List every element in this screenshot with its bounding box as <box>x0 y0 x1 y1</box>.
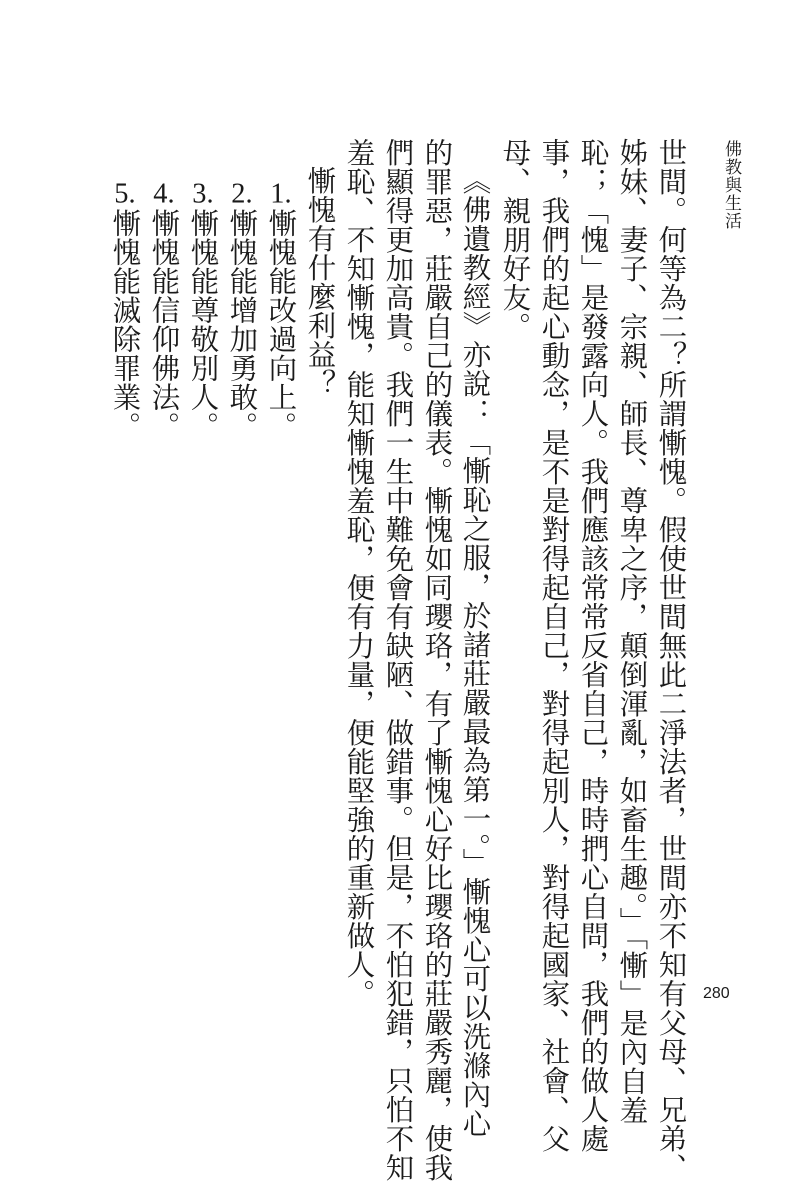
text-line-1: 世間。何等為二？所謂慚愧。假使世間無此二淨法者，世間亦不知有父母、兄弟、 <box>654 138 688 1182</box>
text-line-2: 姊妹、妻子、宗親、師長、尊卑之序，顛倒渾亂，如畜生趣。」「慚」是內自羞 <box>615 138 649 1125</box>
benefit-number: 4. <box>153 180 175 209</box>
benefit-item <box>147 180 181 441</box>
book-title: 佛教與生活 <box>721 140 741 230</box>
benefit-number: 3. <box>192 180 214 209</box>
benefit-item <box>108 180 142 441</box>
benefit-text: 慚愧能滅除罪業。 <box>108 208 142 441</box>
text-line-8: 們顯得更加高貴。我們一生中難免會有缺陋、做錯事。但是，不怕犯錯，只怕不知 <box>381 138 415 1182</box>
benefit-text: 慚愧能信仰佛法。 <box>147 208 181 441</box>
text-line-9: 羞恥、不知慚愧，能知慚愧羞恥，便有力量，便能堅強的重新做人。 <box>342 138 376 1008</box>
benefit-text: 慚愧能改過向上。 <box>264 208 298 441</box>
benefit-number: 5. <box>114 180 136 209</box>
benefit-text: 慚愧能增加勇敢。 <box>225 208 259 441</box>
text-line-7: 的罪惡，莊嚴自己的儀表。慚愧如同瓔珞，有了慚愧心好比瓔珞的莊嚴秀麗，使我 <box>420 138 454 1182</box>
benefit-text: 慚愧能尊敬別人。 <box>186 208 220 441</box>
benefit-number: 1. <box>270 180 292 209</box>
benefit-item <box>186 180 220 441</box>
benefit-item <box>225 180 259 441</box>
text-line-3: 恥；「愧」是發露向人。我們應該常常反省自己，時時捫心自問，我們的做人處 <box>576 138 610 1153</box>
text-line-5: 母、親朋好友。 <box>498 138 532 341</box>
benefit-item <box>264 180 298 441</box>
benefit-number: 2. <box>231 180 253 209</box>
section-heading: 慚愧有什麼利益？ <box>303 166 337 398</box>
text-line-6: 《佛遺教經》亦說：「慚恥之服，於諸莊嚴最為第一。」慚愧心可以洗滌內心 <box>458 166 492 1138</box>
page-number: 280 <box>703 985 730 1002</box>
text-line-4: 事，我們的起心動念，是不是對得起自己，對得起別人，對得起國家、社會、父 <box>537 138 571 1153</box>
